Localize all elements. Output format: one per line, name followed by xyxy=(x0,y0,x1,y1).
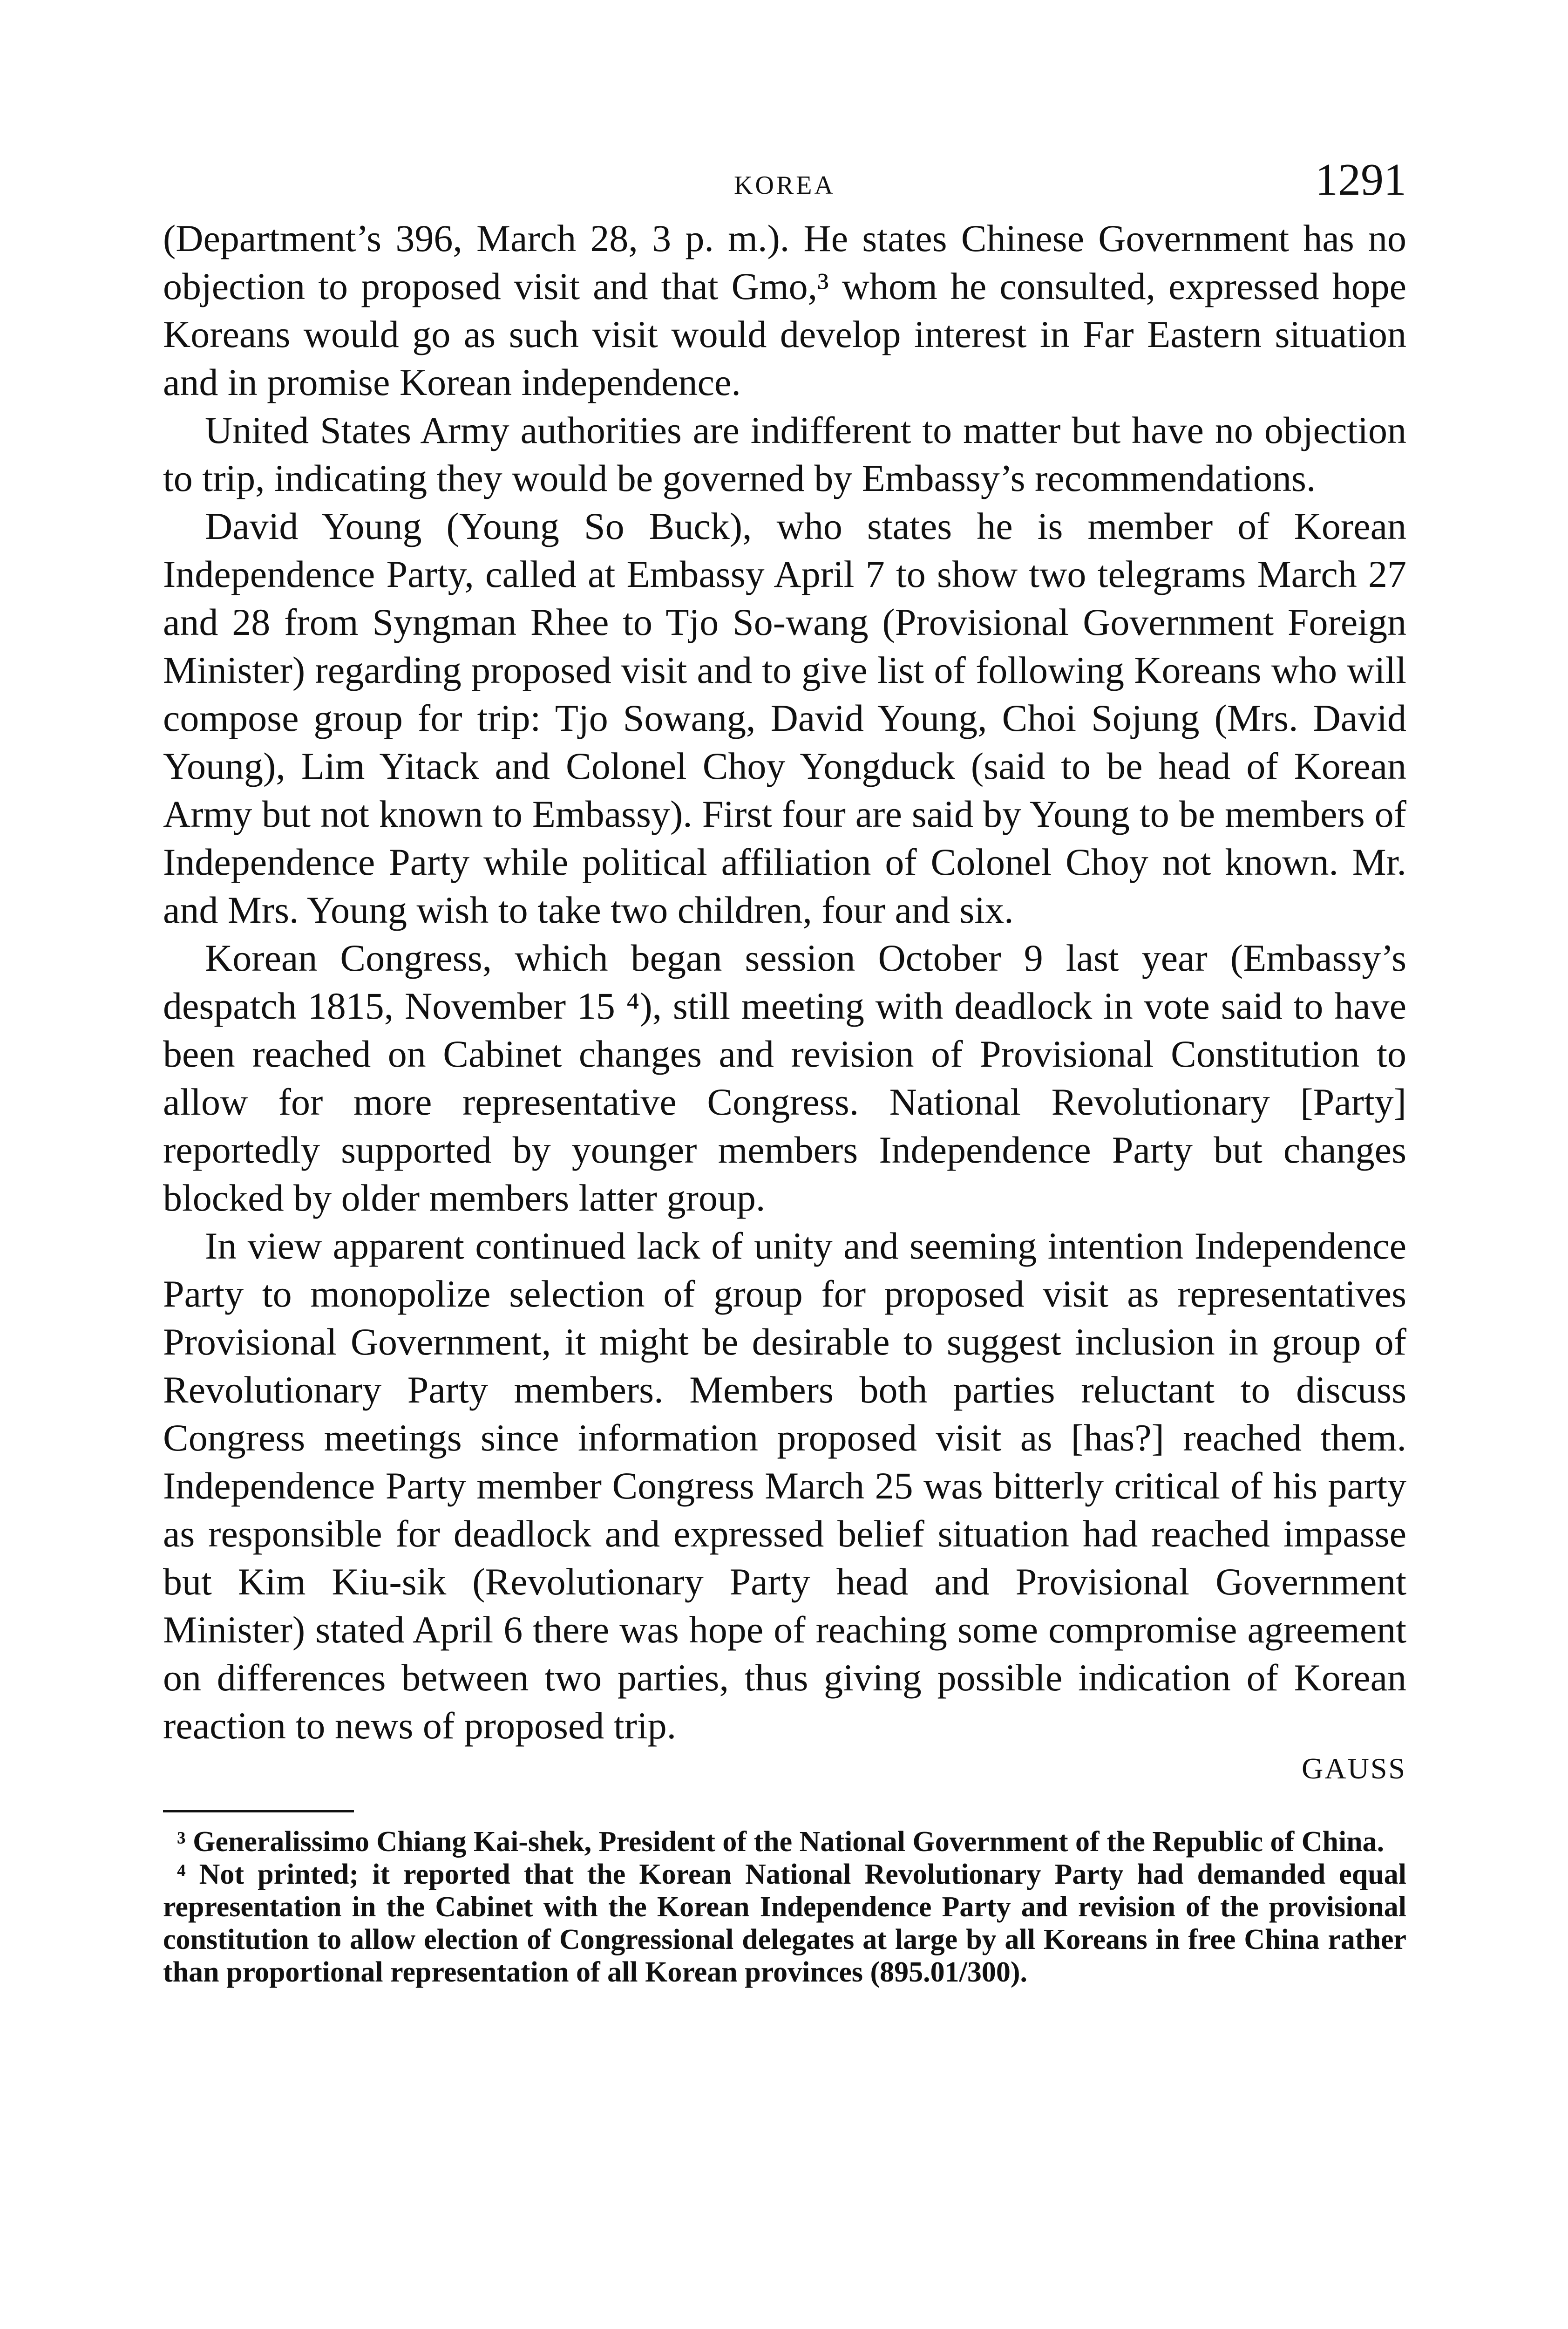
document-body xyxy=(163,214,1406,1790)
signature: GAUSS xyxy=(1302,1752,1406,1785)
page-number: 1291 xyxy=(1315,155,1406,205)
paragraph-2: United States Army authorities are indifferent to matter but have no objection to trip, indicating they would be governed by Embassy’s recommendations. xyxy=(163,409,1406,499)
running-header xyxy=(163,154,1406,214)
footnote-divider xyxy=(163,1810,354,1812)
document-page xyxy=(163,154,1406,1989)
footnote-3: ³ Generalissimo Chiang Kai-shek, President of the National Government of the Republic of China. xyxy=(177,1826,1385,1858)
paragraph-5: In view apparent continued lack of unity and seeming intention Independence Party to monopolize selection of group for proposed visit as representatives Provisional Government, it might be desirable to suggest inclusion in group of Revolutionary Party members. Members both parties reluctant to discuss Congress meetings since information proposed visit as [has?] reached them. Independence Party member Congress March 25 was bitterly critical of his party as responsible for deadlock and expressed belief situation had reached impasse but Kim Kiu-sik (Revolutionary Party head and Provisional Government Minister) stated April 6 there was hope of reaching some compromise agreement on differences between two parties, thus giving possible indication of Korean reaction to news of proposed trip. xyxy=(163,1225,1406,1747)
paragraph-3: David Young (Young So Buck), who states he is member of Korean Independence Party, called at Embassy April 7 to show two telegrams March 27 and 28 from Syngman Rhee to Tjo So-wang (Provisional Government Foreign Minister) regarding proposed visit and to give list of following Koreans who will compose group for trip: Tjo Sowang, David Young, Choi Sojung (Mrs. David Young), Lim Yitack and Colonel Choy Yongduck (said to be head of Korean Army but not known to Embassy). First four are said by Young to be members of Independence Party while political affiliation of Colonel Choy not known. Mr. and Mrs. Young wish to take two children, four and six. xyxy=(163,505,1406,931)
footnote-4: ⁴ Not printed; it reported that the Korean National Revolutionary Party had demanded equal representation in the Cabinet with the Korean Independence Party and revision of the provisional constitution to allow election of Congressional delegates at large by all Koreans in free China rather than proportional representation of all Korean provinces (895.01/300). xyxy=(163,1859,1406,1988)
footnotes xyxy=(163,1825,1406,1989)
paragraph-4: Korean Congress, which began session October 9 last year (Embassy’s despatch 1815, November 15 ⁴), still meeting with deadlock in vote said to have been reached on Cabinet changes and revision of Provisional Constitution to allow for more representative Congress. National Revolutionary [Party] reportedly supported by younger members Independence Party but changes blocked by older members latter group. xyxy=(163,937,1406,1219)
running-title: KOREA xyxy=(734,171,835,200)
paragraph-1: (Department’s 396, March 28, 3 p. m.). He states Chinese Government has no objection to proposed visit and that Gmo,³ whom he consulted, expressed hope Koreans would go as such visit would develop interest in Far Eastern situation and in promise Korean independence. xyxy=(163,217,1406,403)
